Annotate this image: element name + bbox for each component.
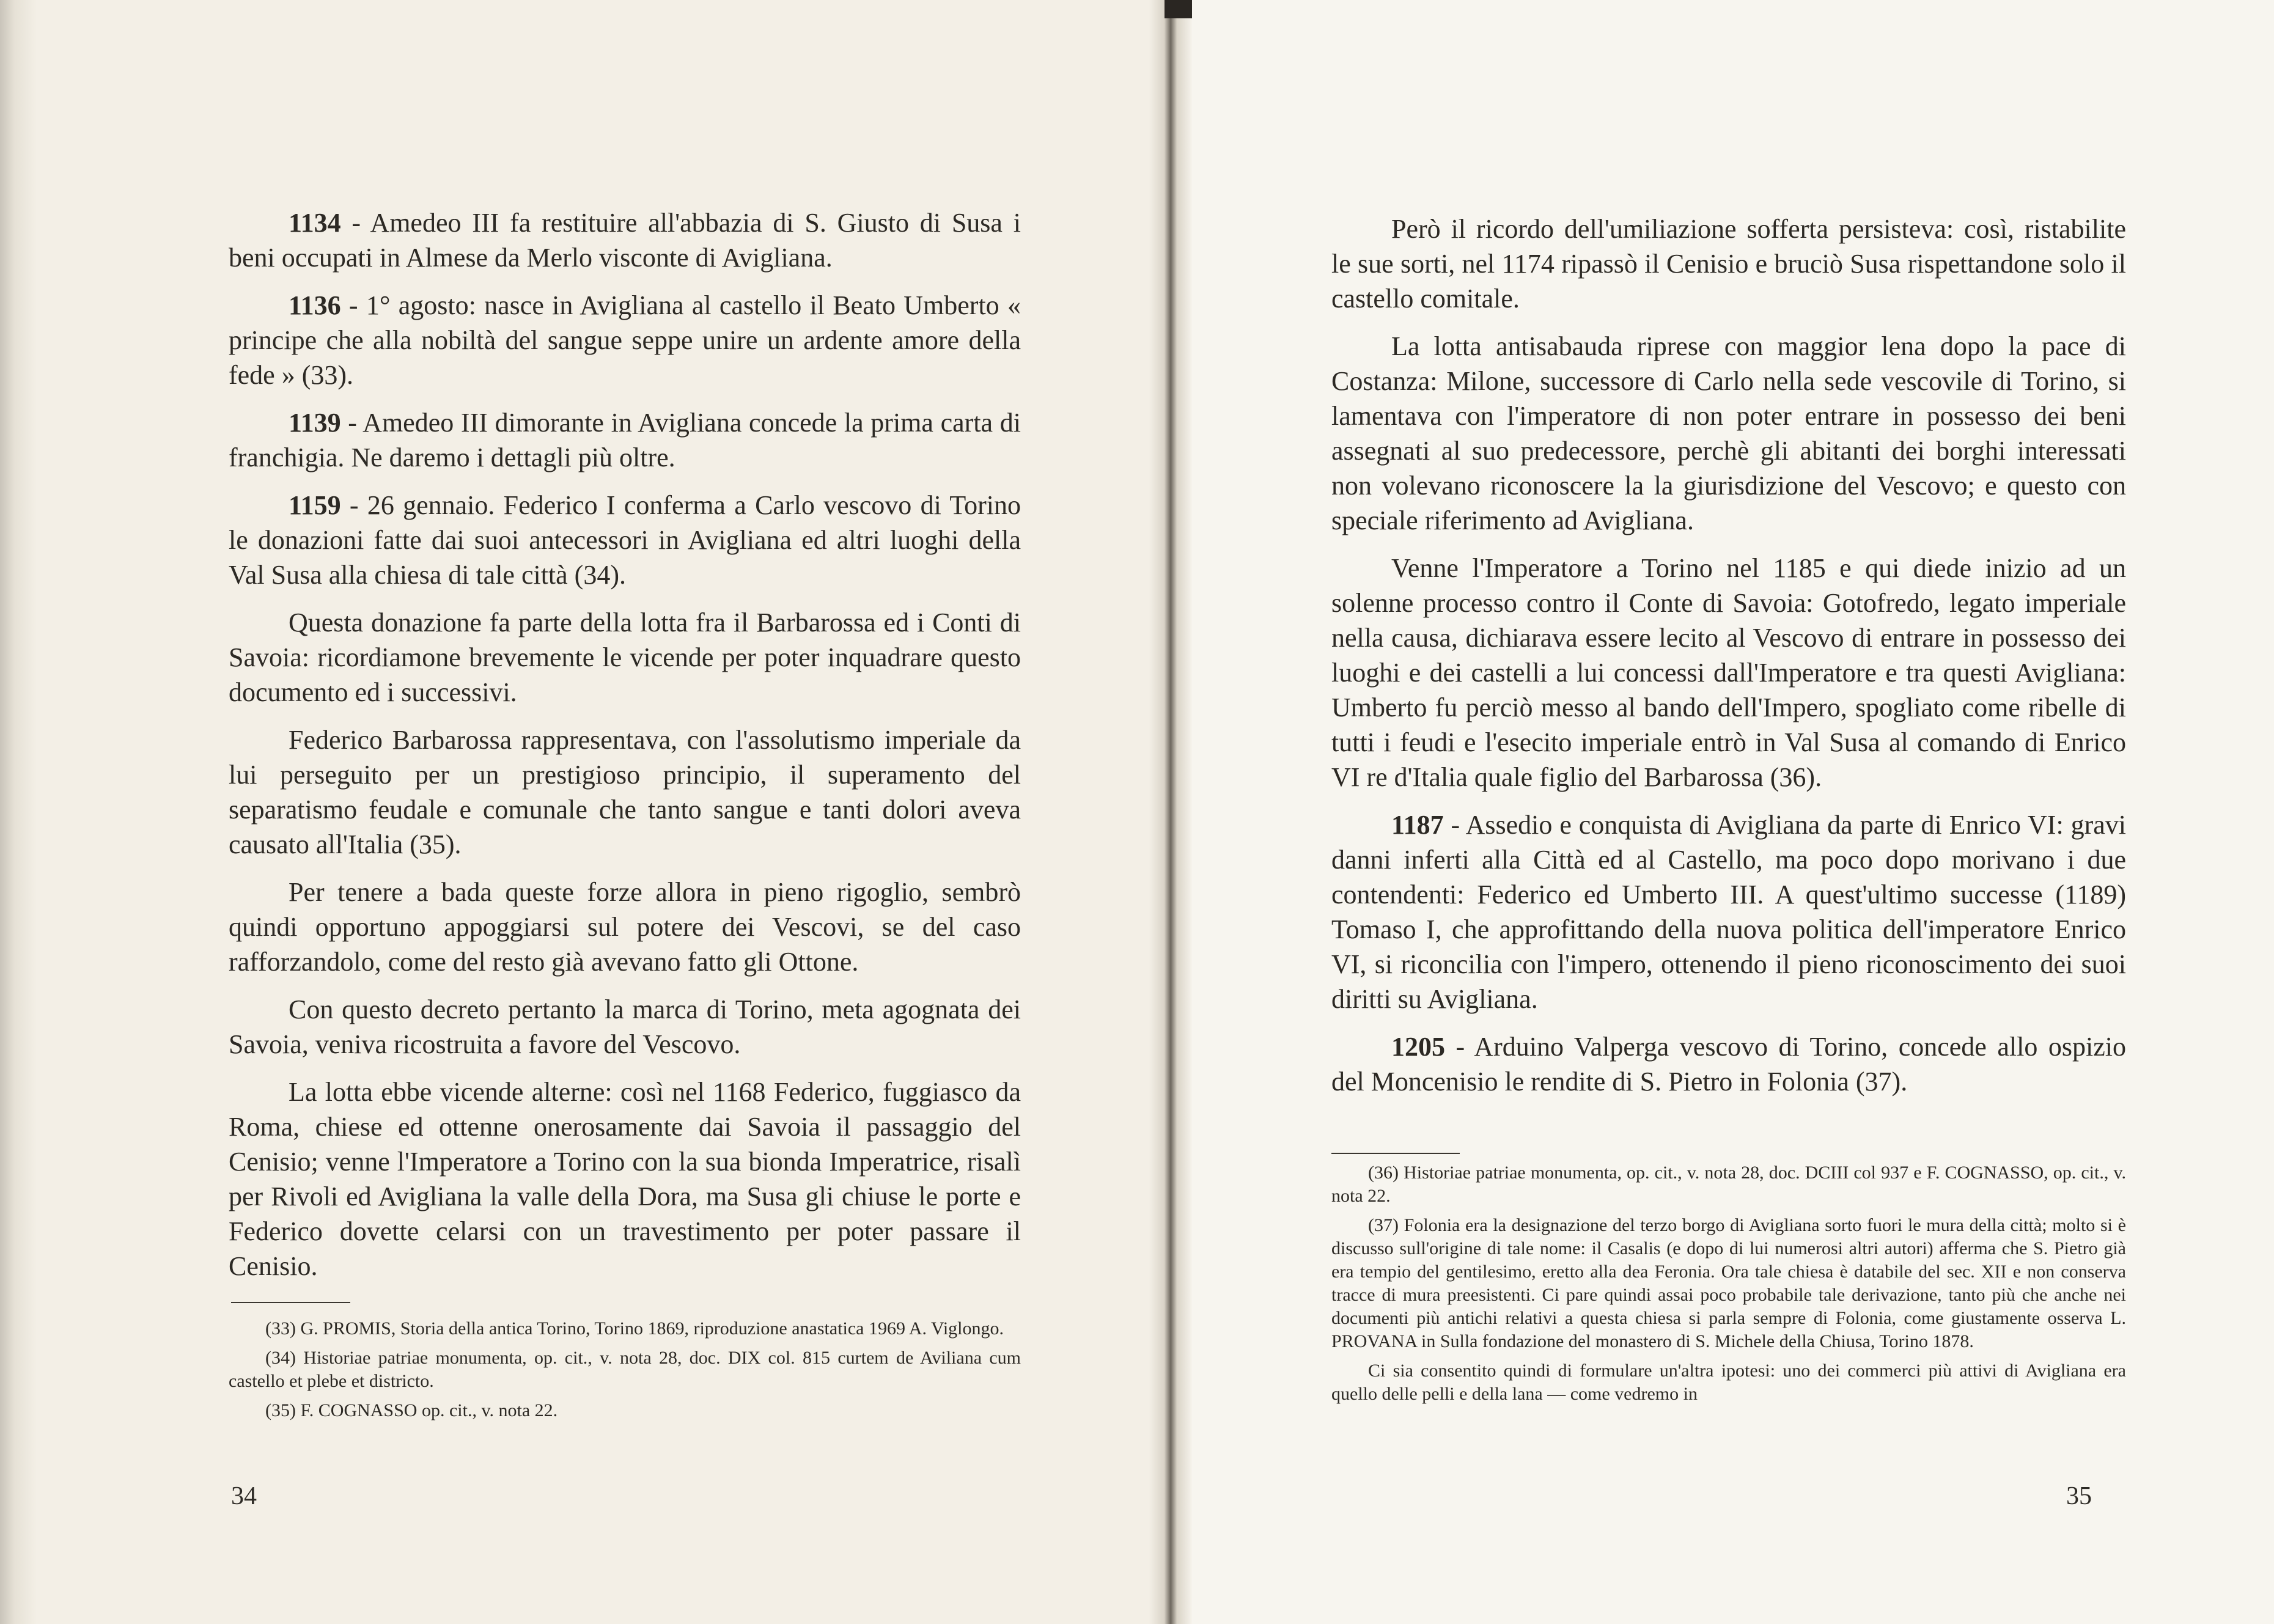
paragraph <box>229 605 1021 710</box>
left-page-body <box>229 205 1021 1296</box>
paragraph-text: - Amedeo III dimorante in Avigliana concede la prima carta di franchigia. Ne daremo i dettagli più oltre. <box>229 408 1021 472</box>
footnote: (33) G. PROMIS, Storia della antica Torino, Torino 1869, riproduzione anastatica 1969 A. Viglongo. <box>265 1318 1004 1339</box>
year-heading: 1136 <box>289 290 341 320</box>
footnote-divider <box>231 1302 350 1303</box>
footnote: (36) Historiae patriae monumenta, op. cit., v. nota 28, doc. DCIII col 937 e F. COGNASSO, op. cit., v. nota 22. <box>1331 1163 2126 1206</box>
paragraph <box>229 488 1021 592</box>
paragraph-text: - 26 gennaio. Federico I conferma a Carlo vescovo di Torino le donazioni fatte dai suoi antecessori in Avigliana ed altri luoghi della Val Susa alla chiesa di tale città (34). <box>229 490 1021 590</box>
paragraph-text: Con questo decreto pertanto la marca di Torino, meta agognata dei Savoia, veniva ricostruita a favore del Vescovo. <box>229 994 1021 1059</box>
book-gutter <box>1149 0 1192 1624</box>
paragraph-text: - Amedeo III fa restituire all'abbazia di S. Giusto di Susa i beni occupati in Almese da Merlo visconte di Avigliana. <box>229 208 1021 273</box>
right-footnotes <box>1331 1161 2126 1412</box>
year-heading: 1134 <box>289 208 341 238</box>
paragraph <box>1331 329 2126 538</box>
paragraph <box>229 992 1021 1062</box>
paragraph <box>229 205 1021 275</box>
year-heading: 1159 <box>289 490 341 520</box>
paragraph <box>1331 551 2126 795</box>
page-edge-shadow <box>0 0 37 1624</box>
paragraph-text: - Assedio e conquista di Avigliana da parte di Enrico VI: gravi danni inferti alla Città ed al Castello, ma poco dopo morivano i due contendenti: Federico ed Umberto III. A quest'ultimo successe (1189) Tomaso I, che approfittando della nuova politica dell'imperatore Enrico VI, si riconcilia con l'impero, ottenendo il pieno riconoscimento dei suoi diritti su Avigliana. <box>1331 810 2126 1014</box>
page-number: 35 <box>2066 1482 2092 1510</box>
paragraph <box>229 722 1021 862</box>
year-heading: 1205 <box>1391 1032 1445 1062</box>
paragraph <box>229 1075 1021 1284</box>
paragraph <box>229 405 1021 475</box>
footnote: (34) Historiae patriae monumenta, op. cit., v. nota 28, doc. DIX col. 815 curtem de Aviliana cum castello et plebe et districto. <box>229 1348 1021 1391</box>
paragraph-text: - 1° agosto: nasce in Avigliana al castello il Beato Umberto « principe che alla nobiltà del sangue seppe unire un ardente amore della fede » (33). <box>229 290 1021 390</box>
paragraph-text: Per tenere a bada queste forze allora in pieno rigoglio, sembrò quindi opportuno appoggiarsi sul potere dei Vescovi, se del caso rafforzandolo, come del resto già avevano fatto gli Ottone. <box>229 877 1021 977</box>
footnote: (37) Folonia era la designazione del terzo borgo di Avigliana sorto fuori le mura della città; molto si è discusso sull'origine di tale nome: il Casalis (e dopo di lui numerosi altri autori) afferma che S. Pietro già era tempio del gentilesimo, eretto alla dea Feronia. Ora tale chiesa è databile del sec. XII e non conserva tracce di mura preesistenti. Ci pare quindi assai poco probabile tale derivazione, tanto più che anche nei documenti più antichi relativi a questa chiesa si parla sempre di Folonia, come giustamente osserva L. PROVANA in Sulla fondazione del monastero di S. Michele della Chiusa, Torino 1878. <box>1331 1215 2126 1351</box>
footnote-divider <box>1331 1153 1460 1154</box>
page-number: 34 <box>231 1482 257 1510</box>
right-page <box>1192 0 2274 1624</box>
footnote: (35) F. COGNASSO op. cit., v. nota 22. <box>265 1400 558 1420</box>
paragraph <box>229 875 1021 979</box>
left-footnotes <box>229 1317 1021 1428</box>
left-page <box>37 0 1149 1624</box>
paragraph-text: Però il ricordo dell'umiliazione sofferta persisteva: così, ristabilite le sue sorti, nel 1174 ripassò il Cenisio e bruciò Susa rispettandone solo il castello comitale. <box>1331 214 2126 314</box>
year-heading: 1139 <box>289 408 341 438</box>
year-heading: 1187 <box>1391 810 1444 840</box>
paragraph-text: Questa donazione fa parte della lotta fra il Barbarossa ed i Conti di Savoia: ricordiamone brevemente le vicende per poter inquadrare questo documento ed i successivi. <box>229 608 1021 707</box>
right-page-body <box>1331 211 2126 1112</box>
paragraph <box>1331 211 2126 316</box>
footnote: Ci sia consentito quindi di formulare un'altra ipotesi: uno dei commerci più attivi di Avigliana era quello delle pelli e della lana — come vedremo in <box>1331 1361 2126 1404</box>
paragraph-text: Venne l'Imperatore a Torino nel 1185 e qui diede inizio ad un solenne processo contro il Conte di Savoia: Gotofredo, legato imperiale nella causa, dichiarava essere lecito al Vescovo di entrare in possesso dei luoghi e dei castelli a lui concessi dall'Imperatore e tra questi Avigliana: Umberto fu perciò messo al bando dell'Impero, spogliato come ribelle di tutti i feudi e l'esecito imperiale entrò in Val Susa al comando di Enrico VI re d'Italia quale figlio del Barbarossa (36). <box>1331 553 2126 792</box>
paragraph <box>229 288 1021 392</box>
paragraph-text: La lotta ebbe vicende alterne: così nel 1168 Federico, fuggiasco da Roma, chiese ed ottenne onerosamente dai Savoia il passaggio del Cenisio; venne l'Imperatore a Torino con la sua bionda Imperatrice, risalì per Rivoli ed Avigliana la valle della Dora, ma Susa gli chiuse le porte e Federico dovette celarsi con un travestimento per poter passare il Cenisio. <box>229 1077 1021 1281</box>
paragraph-text: La lotta antisabauda riprese con maggior lena dopo la pace di Costanza: Milone, successore di Carlo nella sede vescovile di Torino, si lamentava con l'imperatore di non poter entrare in possesso dei beni assegnati al suo predecessore, perchè gli abitanti dei borghi interessati non volevano riconoscere la la giurisdizione del Vescovo; e questo con speciale riferimento ad Avigliana. <box>1331 331 2126 535</box>
paragraph-text: Federico Barbarossa rappresentava, con l'assolutismo imperiale da lui perseguito per un prestigioso principio, il superamento del separatismo feudale e comunale che tanto sangue e tanti dolori aveva causato all'Italia (35). <box>229 725 1021 859</box>
paragraph <box>1331 807 2126 1016</box>
paragraph-text: - Arduino Valperga vescovo di Torino, concede allo ospizio del Moncenisio le rendite di S. Pietro in Folonia (37). <box>1331 1032 2126 1097</box>
paragraph <box>1331 1029 2126 1099</box>
